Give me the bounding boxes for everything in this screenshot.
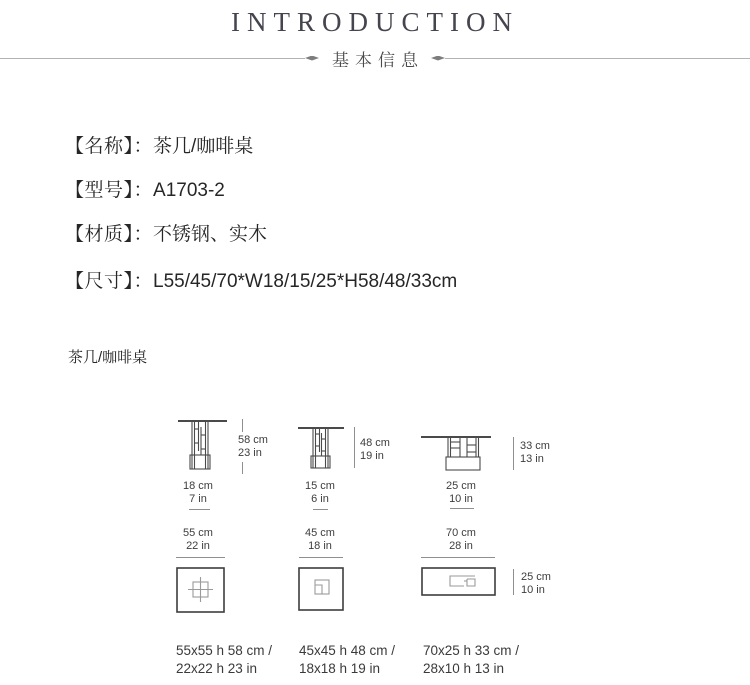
section-label: 茶几/咖啡桌 — [68, 349, 148, 366]
spec-value: 不锈钢、实木 — [153, 224, 268, 245]
spec-label: 【名称】： — [65, 136, 154, 157]
depth-dimension: 25 cm 10 in — [521, 571, 551, 596]
size-caption-2: 45x45 h 48 cm / 18x18 h 19 in — [299, 643, 396, 676]
height-dim-line — [354, 427, 355, 468]
subtitle-divider — [0, 48, 750, 68]
spec-value: 茶几/咖啡桌 — [153, 136, 254, 157]
leg-width-dimension: 25 cm 10 in — [446, 480, 476, 505]
spec-label: 【材质】： — [65, 224, 154, 245]
spec-row-model — [65, 178, 225, 203]
leg-width-dimension: 15 cm 6 in — [305, 480, 335, 505]
top-width-line — [421, 557, 495, 558]
leg-width-line — [313, 509, 328, 510]
side-view-drawing-2 — [296, 424, 356, 471]
spec-label: 【尺寸】： — [65, 271, 154, 292]
leg-width-line — [189, 509, 210, 510]
side-view-drawing-3 — [419, 433, 499, 473]
height-dimension: 33 cm 13 in — [520, 440, 550, 465]
top-width-dimension: 45 cm 18 in — [305, 527, 335, 552]
top-width-line — [299, 557, 343, 558]
height-dim-line — [513, 437, 514, 470]
leg-width-dimension: 18 cm 7 in — [183, 480, 213, 505]
spec-value: L55/45/70*W18/15/25*H58/48/33cm — [153, 271, 458, 292]
top-width-line — [176, 557, 225, 558]
spec-row-material — [65, 222, 267, 247]
leg-width-line — [450, 508, 474, 509]
top-width-dimension: 70 cm 28 in — [446, 527, 476, 552]
height-dim-line — [242, 462, 243, 474]
spec-row-size — [65, 269, 457, 294]
height-dimension: 48 cm 19 in — [360, 437, 390, 462]
subtitle-text: 基本信息 — [332, 50, 424, 70]
diamond-arrow-icon — [431, 56, 445, 61]
top-view-drawing-3 — [421, 567, 497, 597]
divider-line-right — [445, 58, 750, 59]
depth-dim-line — [513, 569, 514, 595]
spec-row-name — [65, 134, 253, 159]
height-dimension: 58 cm 23 in — [238, 434, 268, 459]
spec-label: 【型号】： — [65, 180, 154, 201]
top-view-drawing-2 — [298, 567, 345, 612]
divider-line-left — [0, 58, 305, 59]
top-width-dimension: 55 cm 22 in — [183, 527, 213, 552]
height-dim-line — [242, 419, 243, 432]
top-view-drawing-1 — [176, 567, 226, 614]
spec-value: A1703-2 — [153, 180, 225, 201]
diamond-arrow-icon — [305, 56, 319, 61]
size-caption-3: 70x25 h 33 cm / 28x10 h 13 in — [423, 643, 520, 676]
size-caption-1: 55x55 h 58 cm / 22x22 h 23 in — [176, 643, 273, 676]
side-view-drawing-1 — [177, 417, 229, 471]
page-title: INTRODUCTION — [231, 7, 519, 37]
